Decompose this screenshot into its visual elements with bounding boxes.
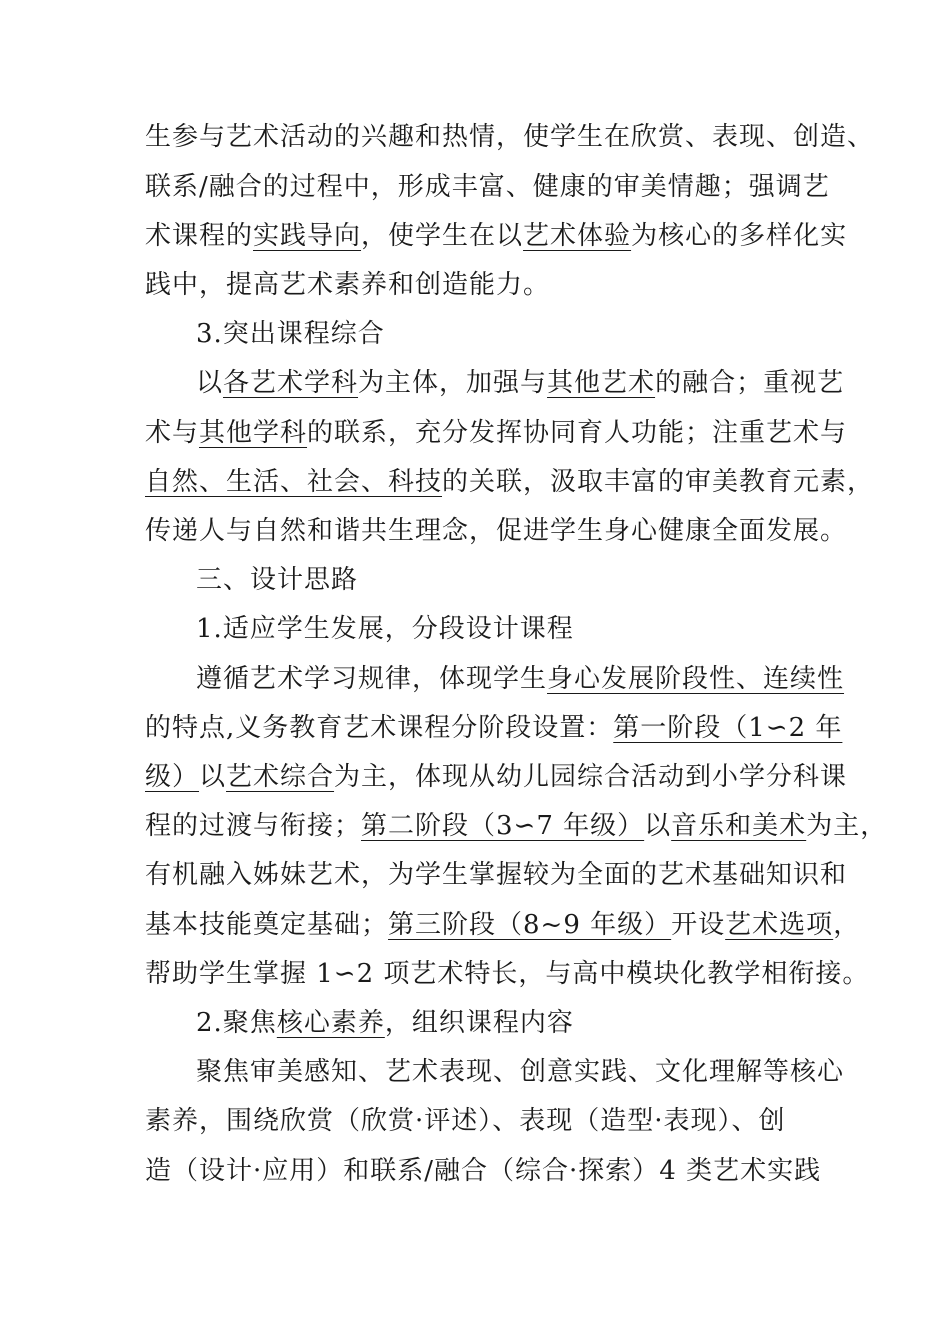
text-run: 践中，提高艺术素养和创造能力。	[145, 270, 551, 300]
paragraph-line	[145, 806, 887, 846]
text-run: 遵循艺术学习规律，体现学生	[196, 664, 548, 694]
paragraph-line	[145, 1101, 786, 1141]
text-run: 以	[199, 762, 227, 792]
text-run: 传递人与自然和谐共生理念，促进学生身心健康全面发展。	[145, 516, 848, 546]
text-run: 以	[644, 811, 672, 841]
text-run: 术课程的	[145, 221, 254, 251]
text-run: 的联系，充分发挥协同育人功能；注重艺术与	[307, 418, 848, 448]
underlined-phrase: 身心发展阶段性、连续性	[547, 664, 845, 694]
underlined-phrase: 第一阶段（1∽2 年	[613, 713, 843, 743]
paragraph-line	[145, 413, 847, 453]
underlined-phrase: 其他艺术	[547, 368, 656, 398]
text-run: 基本技能奠定基础；	[145, 910, 389, 940]
underlined-phrase: 艺术选项	[725, 910, 834, 940]
underlined-phrase: 自然、生活、社会、科技	[145, 467, 443, 497]
paragraph-line	[145, 954, 869, 994]
paragraph-line	[145, 265, 550, 305]
text-run: 术与	[145, 418, 200, 448]
paragraph-line	[145, 167, 830, 207]
underlined-phrase: 实践导向	[253, 221, 362, 251]
text-run: 的特点,义务教育艺术课程分阶段设置：	[145, 713, 614, 743]
paragraph-line	[145, 1151, 821, 1191]
paragraph-line	[145, 462, 874, 502]
text-run: 3.突出课程综合	[196, 319, 385, 349]
text-run: 联系/融合的过程中，形成丰富、健康的审美情趣；强调艺	[145, 172, 830, 202]
section-heading	[196, 1003, 574, 1043]
paragraph-line	[145, 757, 847, 797]
text-run: 有机融入姊妹艺术，为学生掌握较为全面的艺术基础知识和	[145, 860, 848, 890]
text-run: 素养，围绕欣赏（欣赏·评述）、表现（造型·表现）、创	[145, 1106, 786, 1136]
underlined-phrase: 级）	[145, 762, 200, 792]
paragraph-line	[145, 511, 847, 551]
text-run: 开设	[671, 910, 726, 940]
paragraph-line	[196, 659, 844, 699]
text-run: 三、设计思路	[196, 565, 359, 595]
text-run: 帮助学生掌握 1∽2 项艺术特长，与高中模块化教学相衔接。	[145, 959, 870, 989]
paragraph-line	[196, 1052, 844, 1092]
section-heading	[196, 609, 574, 649]
paragraph-line	[145, 117, 874, 157]
underlined-phrase: 各艺术学科	[223, 368, 359, 398]
text-run: 为主体，加强与	[358, 368, 548, 398]
text-run: ，	[833, 910, 861, 940]
underlined-phrase: 第二阶段（3∽7 年级）	[361, 811, 645, 841]
text-run: ，使学生在以	[361, 221, 524, 251]
paragraph-line	[196, 363, 844, 403]
underlined-phrase: 第三阶段（8~9 年级）	[388, 910, 672, 940]
underlined-phrase: 其他学科	[199, 418, 308, 448]
text-run: 以	[196, 368, 224, 398]
underlined-phrase: 核心素养	[276, 1008, 385, 1038]
text-run: 造（设计·应用）和联系/融合（综合·探索）4 类艺术实践	[145, 1156, 822, 1186]
underlined-phrase: 艺术体验	[523, 221, 632, 251]
paragraph-line	[145, 216, 847, 256]
underlined-phrase: 音乐和美术	[671, 811, 807, 841]
text-run: 的关联，汲取丰富的审美教育元素，	[442, 467, 875, 497]
section-heading	[196, 560, 358, 600]
section-heading	[196, 314, 385, 354]
text-run: 2.聚焦	[196, 1008, 277, 1038]
text-run: 为主，	[806, 811, 888, 841]
paragraph-line	[145, 905, 860, 945]
paragraph-line	[145, 708, 842, 748]
underlined-phrase: 艺术综合	[226, 762, 335, 792]
text-run: 生参与艺术活动的兴趣和热情，使学生在欣赏、表现、创造、	[145, 122, 875, 152]
text-run: 程的过渡与衔接；	[145, 811, 362, 841]
paragraph-line	[145, 855, 847, 895]
text-run: 的融合；重视艺	[655, 368, 845, 398]
text-run: ，组织课程内容	[384, 1008, 574, 1038]
text-run: 为核心的多样化实	[631, 221, 848, 251]
text-run: 1.适应学生发展，分段设计课程	[196, 614, 574, 644]
text-run: 聚焦审美感知、艺术表现、创意实践、文化理解等核心	[196, 1057, 845, 1087]
text-run: 为主，体现从幼儿园综合活动到小学分科课	[334, 762, 848, 792]
